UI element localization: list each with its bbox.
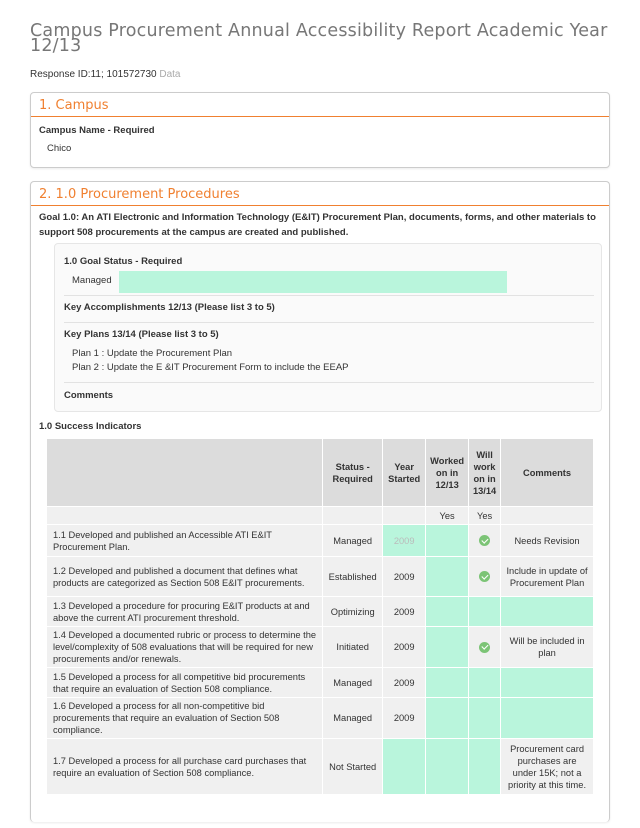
header-status: Status - Required (323, 439, 383, 507)
worked-cell (426, 597, 469, 627)
worked-cell (426, 698, 469, 739)
worked-cell (426, 739, 469, 795)
indicator-cell: 1.3 Developed a procedure for procuring E&IT products at and above the current ATI procurement threshold. (47, 597, 323, 627)
comment-cell: Will be included in plan (501, 627, 594, 668)
status-cell: Initiated (323, 627, 383, 668)
comment-cell (501, 597, 594, 627)
comment-cell: Procurement card purchases are under 15K; not a priority at this time. (501, 739, 594, 795)
check-circle-icon (479, 642, 490, 653)
section-heading: 1. Campus (31, 93, 609, 117)
status-cell: Managed (323, 525, 383, 557)
will-work-cell (469, 739, 501, 795)
will-work-cell (469, 698, 501, 739)
comment-cell: Needs Revision (501, 525, 594, 557)
success-indicators-label: 1.0 Success Indicators (39, 421, 142, 432)
plan-item: Plan 1 : Update the Procurement Plan (72, 348, 233, 359)
comment-cell: Include in update of Procurement Plan (501, 557, 594, 597)
campus-name-label: Campus Name - Required (39, 125, 155, 136)
section-heading: 2. 1.0 Procurement Procedures (31, 182, 609, 206)
comment-cell (501, 668, 594, 698)
status-cell: Not Started (323, 739, 383, 795)
header-year: Year Started (383, 439, 426, 507)
table-row (47, 557, 594, 597)
page-title: Campus Procurement Annual Accessibility Report Academic Year 12/13 (30, 21, 608, 56)
status-cell: Established (323, 557, 383, 597)
header-will-work: Will work on in 13/14 (469, 439, 501, 507)
goal-status-box (54, 243, 602, 412)
comments-label: Comments (64, 390, 114, 401)
header-comments: Comments (501, 439, 594, 507)
worked-cell (426, 668, 469, 698)
indicator-cell: 1.2 Developed and published a document that defines what products are categorized as Section 508 E&IT procurements. (47, 557, 323, 597)
subheader-will-work: Yes (469, 507, 501, 525)
subheader-cell (323, 507, 383, 525)
divider (64, 295, 594, 296)
data-link[interactable]: Data (159, 69, 181, 80)
will-work-cell (469, 557, 501, 597)
success-indicators-table (46, 438, 594, 795)
will-work-cell (469, 525, 501, 557)
worked-cell (426, 627, 469, 668)
table-row (47, 739, 594, 795)
indicator-cell: 1.1 Developed and published an Accessible ATI E&IT Procurement Plan. (47, 525, 323, 557)
goal-status-bar (119, 271, 507, 293)
subheader-cell (501, 507, 594, 525)
status-cell: Managed (323, 698, 383, 739)
subheader-worked: Yes (426, 507, 469, 525)
worked-cell (426, 557, 469, 597)
plans-label: Key Plans 13/14 (Please list 3 to 5) (64, 329, 219, 340)
check-circle-icon (479, 535, 490, 546)
indicator-cell: 1.6 Developed a process for all non-competitive bid procurements that require an evaluation of Section 508 compliance. (47, 698, 323, 739)
indicator-cell: 1.5 Developed a process for all competitive bid procurements that require an evaluation of Section 508 compliance. (47, 668, 323, 698)
response-id (30, 69, 180, 80)
goal-status-value: Managed (72, 275, 112, 286)
goal-text: Goal 1.0: An ATI Electronic and Information Technology (E&IT) Procurement Plan, documents, forms, and other materials to support 508 procurements at the campus are created and published. (39, 212, 596, 238)
subheader-cell (383, 507, 426, 525)
will-work-cell (469, 627, 501, 668)
table-row (47, 525, 594, 557)
year-cell (383, 739, 426, 795)
plan-item: Plan 2 : Update the E &IT Procurement Form to include the EEAP (72, 362, 349, 373)
comment-cell (501, 698, 594, 739)
table-row (47, 668, 594, 698)
worked-cell (426, 525, 469, 557)
response-id-label: Response ID:11; 101572730 (30, 69, 157, 80)
indicator-cell: 1.7 Developed a process for all purchase card purchases that require an evaluation of Section 508 compliance. (47, 739, 323, 795)
status-cell: Managed (323, 668, 383, 698)
will-work-cell (469, 668, 501, 698)
year-cell: 2009 (383, 668, 426, 698)
header-worked: Worked on in 12/13 (426, 439, 469, 507)
status-cell: Optimizing (323, 597, 383, 627)
year-cell: 2009 (383, 627, 426, 668)
year-cell: 2009 (383, 597, 426, 627)
header-indicator (47, 439, 323, 507)
accomplishments-label: Key Accomplishments 12/13 (Please list 3 to 5) (64, 302, 275, 313)
year-cell: 2009 (383, 557, 426, 597)
will-work-cell (469, 597, 501, 627)
subheader-cell (47, 507, 323, 525)
goal-status-label: 1.0 Goal Status - Required (64, 256, 183, 267)
divider (64, 382, 594, 383)
divider (64, 322, 594, 323)
table-row (47, 627, 594, 668)
campus-name-value: Chico (47, 143, 72, 154)
year-cell: 2009 (383, 525, 426, 557)
table-row (47, 698, 594, 739)
year-cell: 2009 (383, 698, 426, 739)
check-circle-icon (479, 571, 490, 582)
indicator-cell: 1.4 Developed a documented rubric or process to determine the level/complexity of 508 evaluations that will be required for new procurements and/or renewals. (47, 627, 323, 668)
section-campus (30, 92, 610, 168)
table-row (47, 597, 594, 627)
